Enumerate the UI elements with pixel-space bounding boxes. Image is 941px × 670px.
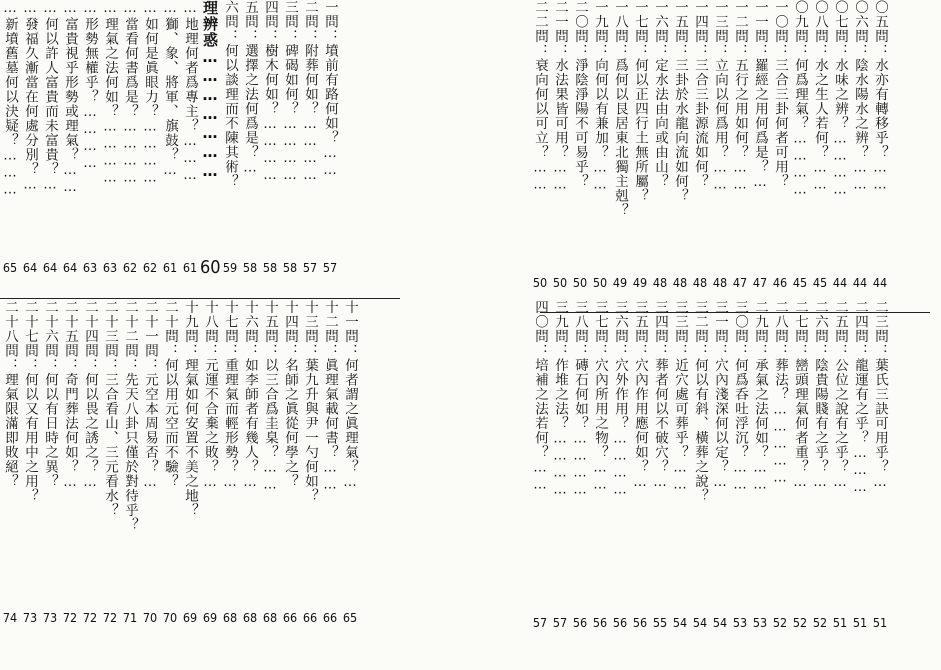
toc-entry-text: 五問：選擇之法何爲是？… — [242, 0, 258, 177]
toc-page-number: 57 — [552, 615, 568, 630]
toc-page-number: 73 — [42, 610, 58, 625]
toc-entry-text: 一八問：爲何以艮居東北獨主剋？ — [612, 0, 628, 218]
toc-page-number: 53 — [732, 615, 748, 630]
toc-entry — [730, 0, 750, 290]
toc-page-number: 49 — [632, 275, 648, 290]
toc-entry-text: 十八問：元運不合棄之敗？… — [202, 300, 218, 491]
toc-page-number: 57 — [302, 260, 318, 275]
toc-entry-text: 十一問：何者謂之眞理氣？… — [342, 300, 358, 491]
toc-page-number: 72 — [82, 610, 98, 625]
toc-page-number: 65 — [2, 260, 18, 275]
toc-entry — [650, 0, 670, 290]
toc-page-number: 58 — [242, 260, 258, 275]
toc-entry-text: …地理何者爲專主？……… — [182, 0, 198, 184]
toc-page-number: 48 — [652, 275, 668, 290]
toc-page-number: 54 — [712, 615, 728, 630]
toc-entry-text: …獅、象、將軍、旗鼓？… — [162, 0, 178, 179]
toc-page-number: 50 — [592, 275, 608, 290]
toc-entry — [240, 0, 260, 275]
toc-entry — [870, 0, 890, 290]
toc-page-number: 48 — [692, 275, 708, 290]
toc-entry — [870, 300, 890, 630]
toc-page-number: 68 — [242, 610, 258, 625]
toc-entry — [160, 0, 180, 275]
toc-entry — [630, 300, 650, 630]
toc-page-number: 56 — [572, 615, 588, 630]
toc-entry-text: 二〇問：淨陰淨陽不可易乎？ — [572, 0, 588, 189]
toc-entry — [180, 300, 200, 625]
toc-entry — [260, 0, 280, 275]
toc-page-number: 50 — [552, 275, 568, 290]
toc-entry — [240, 300, 260, 625]
toc-entry-text: …富貴視乎形勢或理氣？…… — [62, 0, 78, 196]
toc-page-number: 61 — [182, 260, 198, 275]
toc-page-number: 45 — [812, 275, 828, 290]
toc-entry-text: 二二問：衰向何以可立？…… — [532, 0, 548, 194]
toc-entry — [590, 0, 610, 290]
toc-entry — [670, 0, 690, 290]
toc-entry — [20, 300, 40, 625]
toc-page-number: 62 — [142, 260, 158, 275]
toc-entry — [20, 0, 40, 275]
toc-entry-text: 一五問：三卦於水龍向流如何？ — [672, 0, 688, 203]
toc-page-number: 53 — [752, 615, 768, 630]
toc-page-number: 65 — [342, 610, 358, 625]
toc-top-left — [0, 0, 400, 290]
toc-entry — [300, 0, 320, 275]
toc-entry-text: 二八問：葬法？…………… — [772, 300, 788, 487]
toc-entry — [830, 0, 850, 290]
toc-entry-text: 十七問：重理氣而輕形勢？… — [222, 300, 238, 491]
toc-entry-text: 一問：墳前有路何如？…… — [322, 0, 338, 179]
toc-page-number: 66 — [322, 610, 338, 625]
toc-entry-text: 二問：附葬何如？………… — [302, 0, 318, 184]
toc-entry — [60, 0, 80, 275]
toc-entry-text: 三一問：穴內淺深何以定？… — [712, 300, 728, 491]
toc-entry — [200, 300, 220, 625]
toc-page-number: 66 — [282, 610, 298, 625]
toc-bottom-left — [0, 300, 400, 630]
toc-page-number: 58 — [282, 260, 298, 275]
toc-page-number: 51 — [872, 615, 888, 630]
toc-entry — [280, 300, 300, 625]
toc-page-number: 55 — [652, 615, 668, 630]
toc-entry — [280, 0, 300, 275]
toc-entry-text: 三〇問：何爲呑吐浮沉？…… — [732, 300, 748, 494]
toc-entry — [570, 0, 590, 290]
toc-entry-text: …形勢無權乎？………… — [82, 0, 98, 172]
toc-entry — [320, 0, 340, 275]
toc-entry — [710, 300, 730, 630]
toc-page-number: 66 — [302, 610, 318, 625]
toc-entry — [0, 300, 20, 625]
toc-entry — [300, 300, 320, 625]
toc-entry — [730, 300, 750, 630]
toc-entry — [220, 0, 240, 275]
toc-entry-text: 二一問：水法果皆可用？…… — [552, 0, 568, 194]
toc-entry-text: 三五問：穴內作用應何如？… — [632, 300, 648, 491]
toc-entry — [650, 300, 670, 630]
toc-entry-text: 二十三問：三合看山、三元看水？ — [102, 300, 118, 518]
toc-entry-text: 二十一問：元空本周易否？… — [142, 300, 158, 491]
toc-entry-text: 二十七問：何以又有用中之用？ — [22, 300, 38, 503]
toc-page-number: 54 — [692, 615, 708, 630]
toc-page-number: 54 — [672, 615, 688, 630]
toc-page-number: 52 — [772, 615, 788, 630]
toc-entry — [770, 0, 790, 290]
toc-entry-text: …何以許人富貴而未富貴？… — [42, 0, 58, 194]
toc-entry — [810, 0, 830, 290]
toc-page-number: 64 — [22, 260, 38, 275]
toc-entry — [260, 300, 280, 625]
toc-entry — [40, 0, 60, 275]
toc-page-number: 63 — [102, 260, 118, 275]
toc-page-number: 68 — [262, 610, 278, 625]
toc-entry — [320, 300, 340, 625]
toc-entry — [710, 0, 730, 290]
section-heading — [200, 0, 221, 278]
toc-entry — [810, 300, 830, 630]
toc-entry — [830, 300, 850, 630]
toc-entry — [530, 300, 550, 630]
toc-entry-text: 〇七問：水味之辨？………… — [832, 0, 848, 199]
toc-columns — [0, 300, 400, 630]
toc-entry-text: 三七問：穴內所用之物？…… — [592, 300, 608, 494]
toc-entry-text: 三三問：近穴處可葬乎？…… — [672, 300, 688, 494]
toc-entry — [100, 300, 120, 625]
toc-page-number: 72 — [62, 610, 78, 625]
toc-entry — [670, 300, 690, 630]
toc-entry — [340, 300, 360, 625]
toc-entry — [0, 0, 20, 275]
toc-entry — [550, 300, 570, 630]
toc-entry-text: …當看何書爲是？………… — [122, 0, 138, 187]
toc-entry-text: 二三問：葉氏三訣可用乎？… — [872, 300, 888, 491]
toc-page-number: 50 — [532, 275, 548, 290]
toc-entry-text: 二十六問：何以有日時之異？ — [42, 300, 58, 489]
toc-entry-text: 一四問：三合三卦源流如何？ — [692, 0, 708, 189]
toc-entry-text: 三問：碑碣如何？………… — [282, 0, 298, 184]
toc-entry-text: 十三問：葉九升與尹一勺何如？ — [302, 300, 318, 503]
divider-line — [0, 298, 400, 299]
toc-page-number: 60 — [200, 257, 221, 278]
toc-entry — [120, 300, 140, 625]
toc-entry — [140, 300, 160, 625]
toc-entry-text: …如何是眞眼力？………… — [142, 0, 158, 187]
toc-entry — [40, 300, 60, 625]
toc-entry-text: 三四問：葬者何以不破穴？… — [652, 300, 668, 491]
toc-entry — [850, 0, 870, 290]
toc-entry — [850, 300, 870, 630]
toc-page-number: 64 — [42, 260, 58, 275]
toc-entry-text: 一〇問：三合三卦何者可用？ — [772, 0, 788, 189]
toc-entry-text: 三六問：穴外作用？………… — [612, 300, 628, 499]
toc-entry — [770, 300, 790, 630]
toc-entry-text: 四〇問：培補之法若何？…… — [532, 300, 548, 494]
toc-entry — [160, 300, 180, 625]
toc-entry — [610, 0, 630, 290]
toc-page-number: 46 — [772, 275, 788, 290]
toc-top-right — [530, 0, 930, 290]
toc-entry — [570, 300, 590, 630]
toc-entry — [610, 300, 630, 630]
toc-entry-text: …發福久漸當在何處分別？… — [22, 0, 38, 194]
toc-page-number: 44 — [852, 275, 868, 290]
toc-entry-text: 一九問：向何以有兼加？…… — [592, 0, 608, 194]
toc-entry — [80, 0, 100, 275]
toc-page-number: 70 — [142, 610, 158, 625]
toc-page-number: 44 — [872, 275, 888, 290]
toc-entry-text: 一六問：定水法由向或由山？ — [652, 0, 668, 189]
toc-entry-text: 三八問：磚石何如？………… — [572, 300, 588, 499]
toc-entry-text: 二六問：陰貴陽賤有之乎？… — [812, 300, 828, 491]
toc-entry-text: 二十五問：奇門葬法何如？… — [62, 300, 78, 491]
toc-page-number: 50 — [572, 275, 588, 290]
toc-entry — [140, 0, 160, 275]
toc-page-number: 57 — [532, 615, 548, 630]
toc-page-number: 73 — [22, 610, 38, 625]
toc-page-number: 64 — [62, 260, 78, 275]
toc-page-number: 56 — [592, 615, 608, 630]
toc-page-number: 57 — [322, 260, 338, 275]
toc-entry — [590, 300, 610, 630]
toc-entry — [790, 300, 810, 630]
toc-page-number: 62 — [122, 260, 138, 275]
toc-entry — [100, 0, 120, 275]
toc-entry-text: 一三問：立向以何爲用？…… — [712, 0, 728, 194]
toc-entry-text: 二七問：巒頭理氣何者重？… — [792, 300, 808, 491]
toc-page-number: 74 — [2, 610, 18, 625]
toc-entry — [550, 0, 570, 290]
toc-page-number: 70 — [162, 610, 178, 625]
toc-page-number: 56 — [612, 615, 628, 630]
toc-entry-text: 四問：樹木何如？………… — [262, 0, 278, 184]
toc-page-number: 69 — [182, 610, 198, 625]
toc-entry-text: 十二問：眞理氣載何書？…… — [322, 300, 338, 494]
toc-page-number: 49 — [612, 275, 628, 290]
toc-entry-text: 十五問：以三合爲圭臬？…… — [262, 300, 278, 494]
toc-page-number: 68 — [222, 610, 238, 625]
toc-page-number: 52 — [792, 615, 808, 630]
toc-entry — [790, 0, 810, 290]
toc-entry-text: 十九問：理氣如何安置不美之地？ — [182, 300, 198, 518]
toc-page-number: 56 — [632, 615, 648, 630]
toc-columns — [0, 0, 400, 290]
toc-page-number: 58 — [262, 260, 278, 275]
toc-bottom-right — [530, 300, 930, 630]
toc-page-number: 59 — [222, 260, 238, 275]
toc-page-number: 47 — [752, 275, 768, 290]
toc-page-number: 47 — [732, 275, 748, 290]
toc-entry-text: 〇九問：何爲理氣？………… — [792, 0, 808, 199]
toc-page-number: 44 — [832, 275, 848, 290]
toc-entry-text: 十四問：名師之眞從何學之？ — [282, 300, 298, 489]
toc-page-number: 61 — [162, 260, 178, 275]
toc-entry — [220, 300, 240, 625]
toc-page-number: 71 — [122, 610, 138, 625]
toc-columns — [530, 0, 930, 290]
toc-entry — [690, 300, 710, 630]
toc-page-number: 51 — [832, 615, 848, 630]
toc-page-number: 52 — [812, 615, 828, 630]
toc-entry-text: 六問：何以談理而不陳其術？ — [222, 0, 238, 189]
toc-entry-text: 二五問：公位之說有之乎？… — [832, 300, 848, 491]
toc-entry-text: 一七問：何以正四行土無所屬？ — [632, 0, 648, 203]
toc-entry — [60, 300, 80, 625]
toc-entry-text: …新墳舊墓何以決疑？……… — [2, 0, 18, 199]
toc-entry — [630, 0, 650, 290]
toc-entry — [690, 0, 710, 290]
toc-entry-text: 二十二問：先天八卦只僅於對待乎？ — [122, 300, 138, 532]
toc-entry-text: …理氣之法何如？………… — [102, 0, 118, 187]
toc-entry-text: 一一問：羅經之用何爲是？… — [752, 0, 768, 191]
toc-entry — [180, 0, 200, 275]
toc-entry-text: 三二問：何以有斜、橫葬之說？ — [692, 300, 708, 503]
toc-entry-text: 二四問：龍運有之乎？……… — [852, 300, 868, 496]
toc-entry-text: 〇六問：陰水陽水之辨？…… — [852, 0, 868, 194]
toc-page-number: 48 — [712, 275, 728, 290]
toc-entry-text: 三九問：作堆之法？………… — [552, 300, 568, 499]
toc-entry-text: 〇八問：水之生人若何？…… — [812, 0, 828, 194]
toc-entry — [530, 0, 550, 290]
toc-page-number: 45 — [792, 275, 808, 290]
toc-entry — [750, 300, 770, 630]
toc-entry-text: 二九問：承氣之法何如？…… — [752, 300, 768, 494]
toc-columns — [530, 300, 930, 630]
toc-page-number: 51 — [852, 615, 868, 630]
toc-entry-text: 二十四問：何以畏之誘之？… — [82, 300, 98, 491]
toc-entry-text: 十六問：如李師者有幾人？… — [242, 300, 258, 491]
toc-page-number: 63 — [82, 260, 98, 275]
toc-entry — [120, 0, 140, 275]
toc-entry-text: 理辨惑………………… — [201, 0, 219, 181]
toc-page-number: 72 — [102, 610, 118, 625]
toc-page-number: 48 — [672, 275, 688, 290]
toc-page-number: 69 — [202, 610, 218, 625]
toc-entry-text: 一二問：五行之用如何？…… — [732, 0, 748, 194]
toc-entry-text: 二十八問：理氣限滿即敗絕？ — [2, 300, 18, 489]
toc-entry-text: 二十問：何以用元空而不驗？ — [162, 300, 178, 489]
toc-entry — [80, 300, 100, 625]
toc-entry — [750, 0, 770, 290]
toc-entry-text: 〇五問：水亦有轉移乎？…… — [872, 0, 888, 194]
